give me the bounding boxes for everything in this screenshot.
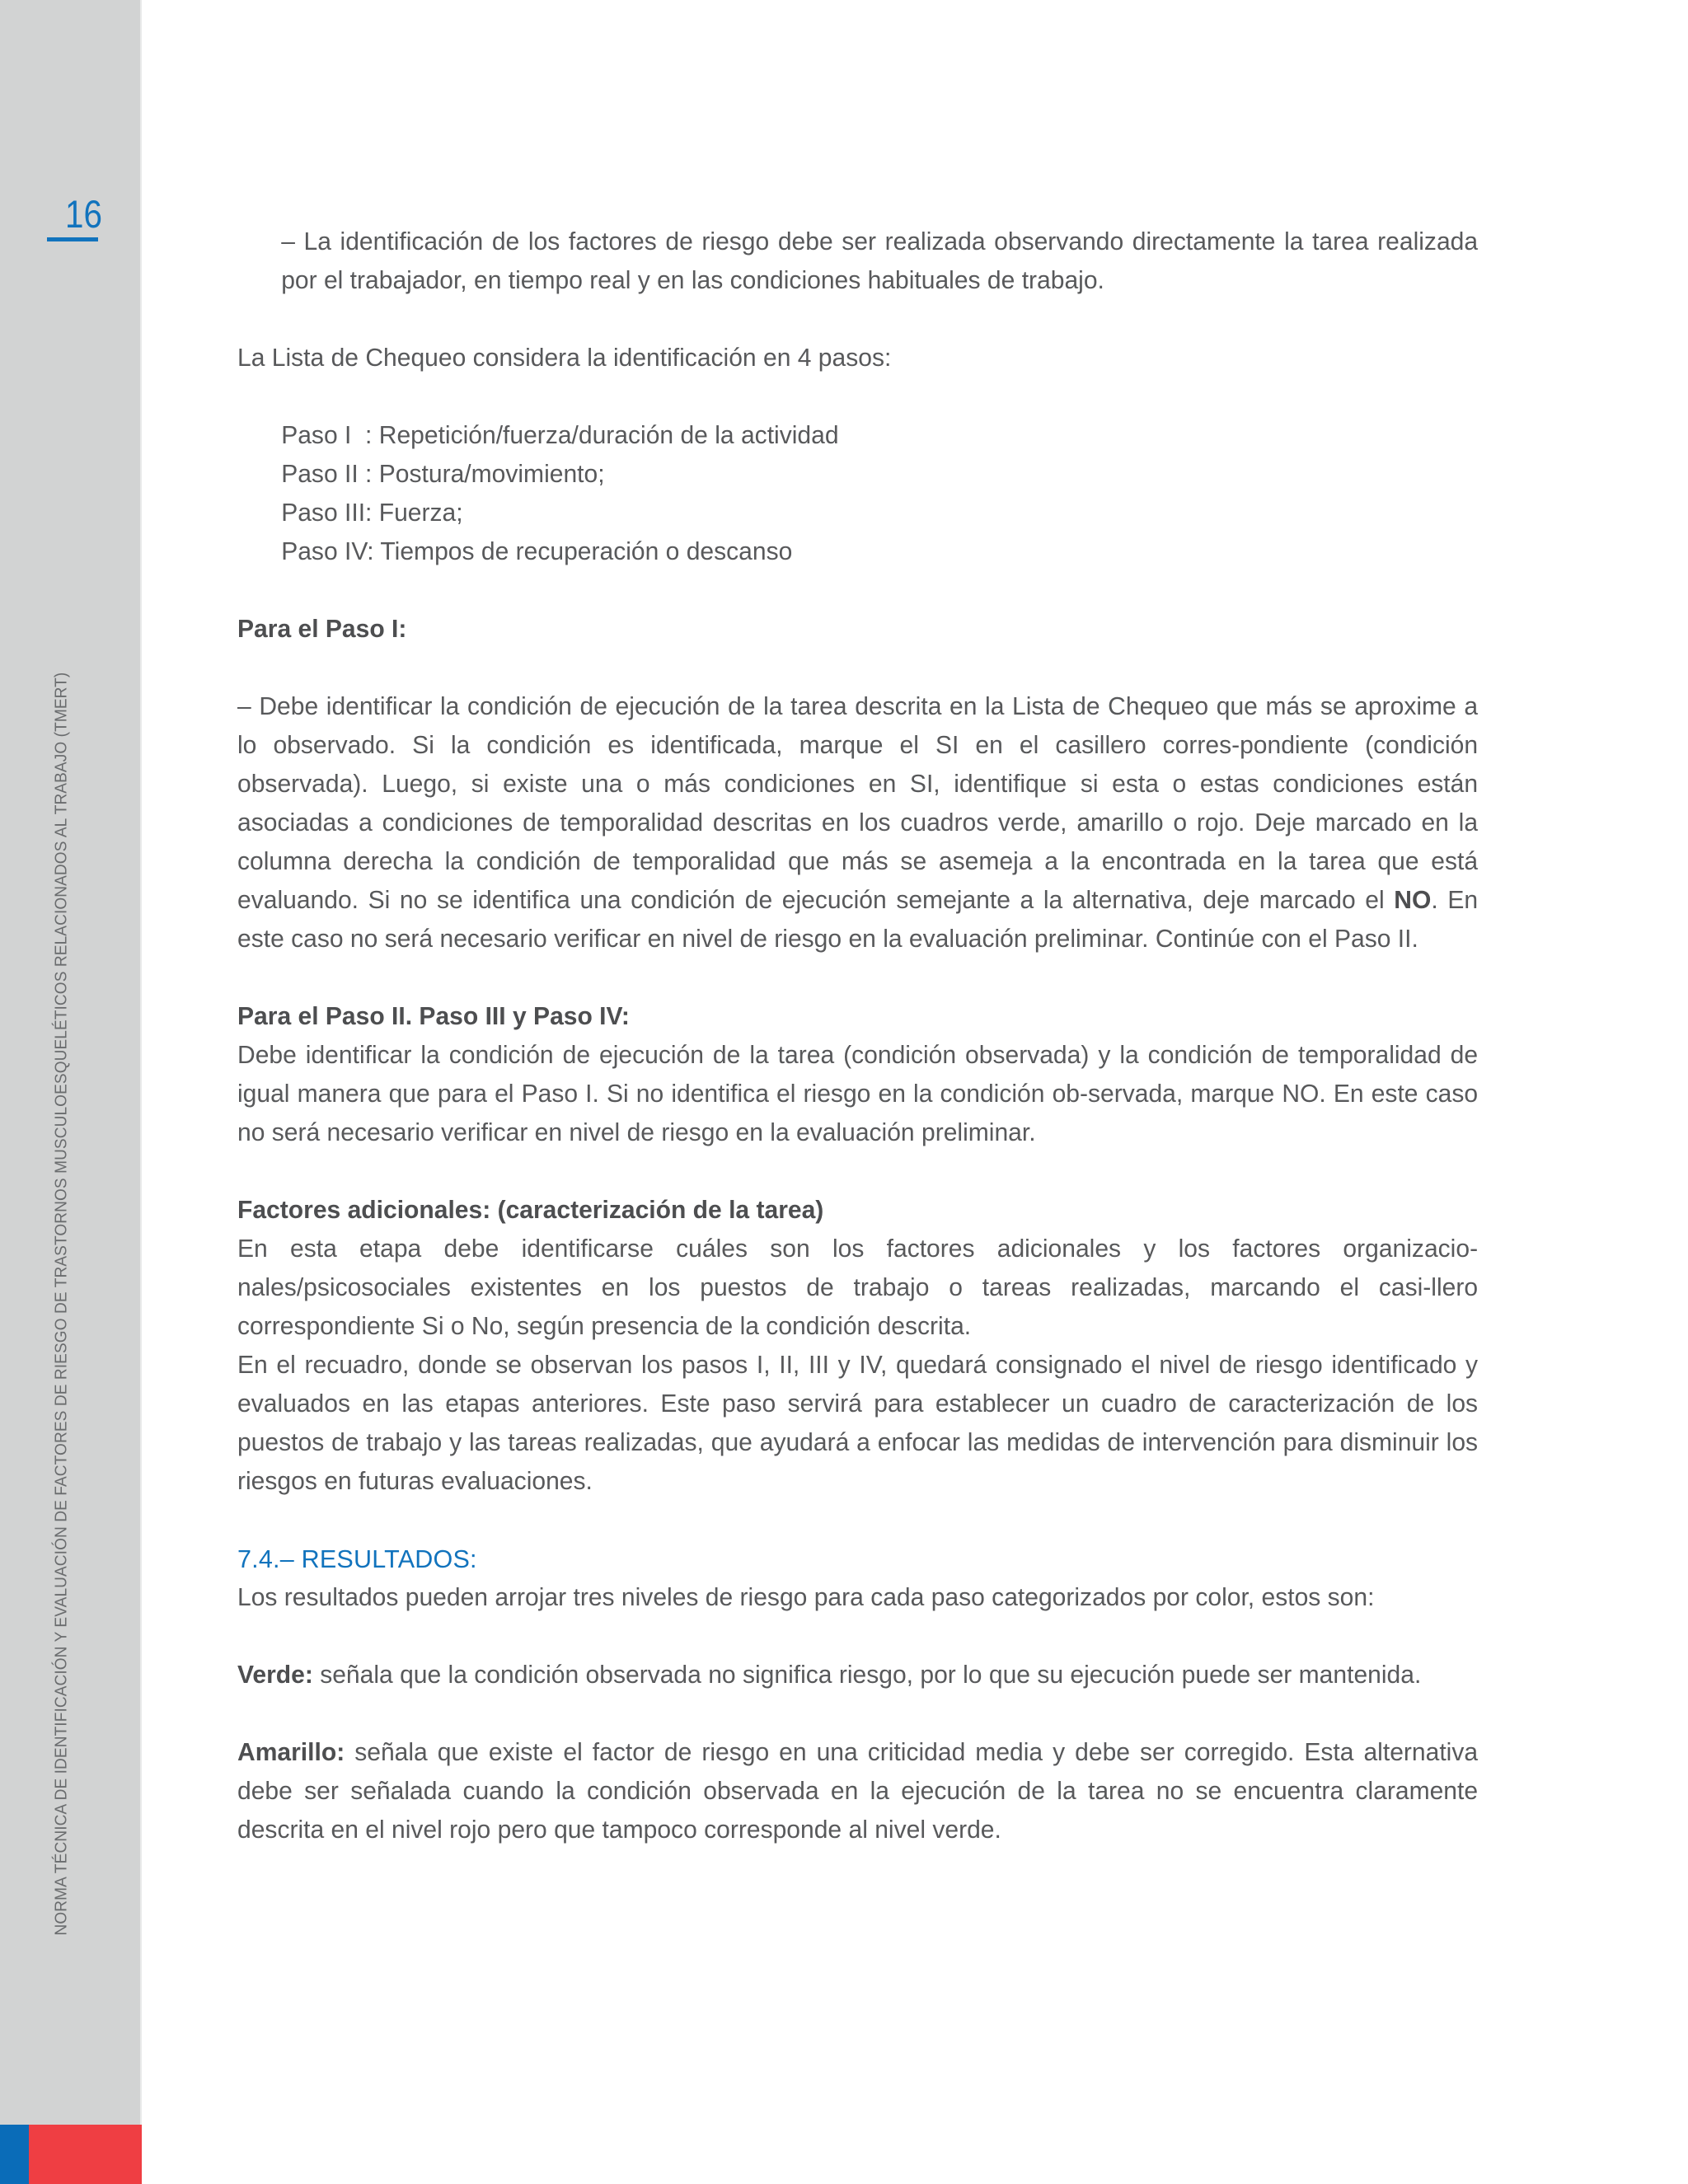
verde-text: señala que la condición observada no significa riesgo, por lo que su ejecución puede ser mantenida. [312, 1661, 1422, 1689]
left-sidebar [0, 0, 140, 2125]
heading-para-el-paso-1: Para el Paso I: [237, 615, 407, 643]
step-item: Paso III: Fuerza; [281, 499, 463, 527]
factores-paragraph-1: En esta etapa debe identificarse cuáles son los factores adicionales y los factores organizacio-nales/psicosociales existentes en los puestos de trabajo o tareas realizadas, marcando el casi-llero correspondiente Si o No, según presencia de la condición descrita. [237, 1235, 1479, 1340]
page-content [237, 223, 1478, 1849]
intro-bullet-paragraph: – La identificación de los factores de riesgo debe ser realizada observando directamente la tarea realizada por el trabajador, en tiempo real y en las condiciones habituales de trabajo. [281, 227, 1479, 294]
resultados-paragraph: Los resultados pueden arrojar tres niveles de riesgo para cada paso categorizados por color, estos son: [237, 1583, 1375, 1611]
paso-1-bold-no: NO [1394, 886, 1432, 914]
verde-label: Verde: [237, 1661, 313, 1689]
page-number-underline [47, 237, 98, 241]
footer-bar-red [29, 2125, 142, 2184]
step-item: Paso II : Postura/movimiento; [281, 460, 605, 488]
sidebar-inner [0, 0, 140, 2125]
step-item: Paso I : Repetición/fuerza/duración de la actividad [281, 421, 839, 449]
lead-in-paragraph: La Lista de Chequeo considera la identificación en 4 pasos: [237, 344, 892, 372]
sidebar-divider [140, 0, 142, 2125]
paso-1-paragraph [237, 687, 1478, 958]
heading-factores-adicionales: Factores adicionales: (caracterización de la tarea) [237, 1196, 824, 1224]
paso-1-text-part2: . En este caso no será necesario verificar en nivel de riesgo en la evaluación preliminar. Continúe con el Paso II. [237, 886, 1479, 953]
amarillo-paragraph [237, 1733, 1478, 1849]
amarillo-text: señala que existe el factor de riesgo en una criticidad media y debe ser corregido. Esta alternativa debe ser señalada cuando la condición observada en la ejecución de la tarea no se encuentra claramente descrita en el nivel rojo pero que tampoco corresponde al nivel verde. [237, 1738, 1479, 1844]
paso-1-text-part1: – Debe identificar la condición de ejecución de la tarea descrita en la Lista de Chequeo que más se aproxime a lo observado. Si la condición es identificada, marque el SI en el casillero corres-pondiente (condición observada). Luego, si existe una o más condiciones en SI, identifique si esta o estas condiciones están asociadas a condiciones de temporalidad descritas en los cuadros verde, amarillo o rojo. Deje marcado en la columna derecha la condición de temporalidad que más se asemeja a la encontrada en la tarea que está evaluando. Si no se identifica una condición de ejecución semejante a la alternativa, deje marcado el [237, 692, 1479, 914]
verde-paragraph [237, 1656, 1478, 1694]
steps-list [237, 416, 1478, 571]
step-item: Paso IV: Tiempos de recuperación o descanso [281, 537, 793, 565]
factores-paragraph-2: En el recuadro, donde se observan los pasos I, II, III y IV, quedará consignado el nivel de riesgo identificado y evaluados en las etapas anteriores. Este paso servirá para establecer un cuadro de caracterización de los puestos de trabajo y las tareas realizadas, que ayudará a enfocar las medidas de intervención para disminuir los riesgos en futuras evaluaciones. [237, 1351, 1479, 1495]
footer-bar-blue [0, 2125, 29, 2184]
vertical-document-title: NORMA TÉCNICA DE IDENTIFICACIÓN Y EVALUACIÓN DE FACTORES DE RIESGO DE TRASTORNOS MUSCULOESQUELÉTICOS RELACIONADOS AL TRABAJO (TMERT) [51, 672, 71, 1936]
heading-resultados: 7.4.– RESULTADOS: [237, 1544, 477, 1573]
amarillo-label: Amarillo: [237, 1738, 345, 1766]
heading-para-el-paso-2-3-4: Para el Paso II. Paso III y Paso IV: [237, 1002, 630, 1030]
paso-2-3-4-paragraph: Debe identificar la condición de ejecución de la tarea (condición observada) y la condición de temporalidad de igual manera que para el Paso I. Si no identifica el riesgo en la condición ob-servada, marque NO. En este caso no será necesario verificar en nivel de riesgo en la evaluación preliminar. [237, 1041, 1479, 1146]
page-number: 16 [65, 192, 102, 236]
